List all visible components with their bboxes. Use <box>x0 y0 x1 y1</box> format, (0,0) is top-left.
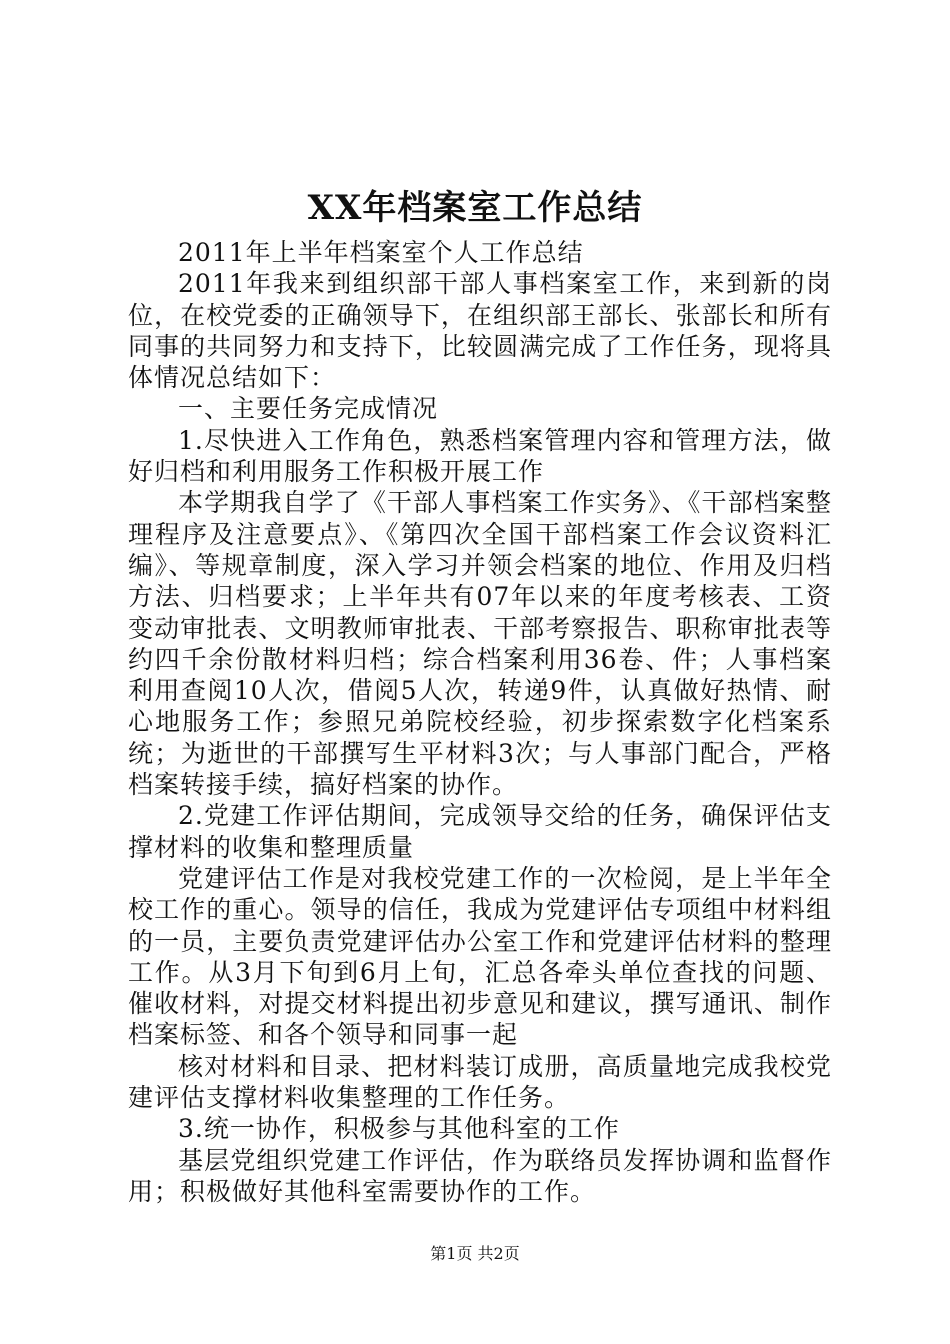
paragraph-item-3: 基层党组织党建工作评估，作为联络员发挥协调和监督作用；积极做好其他科室需要协作的工作。 <box>128 1145 832 1206</box>
document-title: XX年档案室工作总结 <box>307 188 643 228</box>
paragraph-item-2-continued: 核对材料和目录、把材料装订成册，高质量地完成我校党建评估支撑材料收集整理的工作任务。 <box>128 1051 832 1113</box>
section-heading-main-tasks: 一、主要任务完成情况 <box>178 394 439 424</box>
item-heading-3: 3.统一协作，积极参与其他科室的工作 <box>178 1114 620 1144</box>
item-heading-2: 2.党建工作评估期间，完成领导交给的任务，确保评估支撑材料的收集和整理质量 <box>128 801 832 862</box>
paragraph-intro: 2011年我来到组织部干部人事档案室工作，来到新的岗位，在校党委的正确领导下，在组织部王部长、张部长和所有同事的共同努力和支持下，比较圆满完成了工作任务，现将具体情况总结如下： <box>128 269 832 393</box>
paragraph-item-1: 本学期我自学了《干部人事档案工作实务》、《干部档案整理程序及注意要点》、《第四次全国干部档案工作会议资料汇编》、等规章制度，深入学习并领会档案的地位、作用及归档方法、归档要求；上半年共有07年以来的年度考核表、工资变动审批表、文明教师审批表、干部考察报告、职称审批表等约四千余份散材料归档；综合档案利用36卷、件；人事档案利用查阅10人次，借阅5人次，转递9件，认真做好热情、耐心地服务工作；参照兄弟院校经验，初步探索数字化档案系统；为逝世的干部撰写生平材料3次；与人事部门配合，严格档案转接手续，搞好档案的协作。 <box>128 488 832 800</box>
paragraph-item-2: 党建评估工作是对我校党建工作的一次检阅，是上半年全校工作的重心。领导的信任，我成为党建评估专项组中材料组的一员，主要负责党建评估办公室工作和党建评估材料的整理工作。从3月下旬到6月上旬，汇总各牵头单位查找的问题、催收材料，对提交材料提出初步意见和建议，撰写通讯、制作档案标签、和各个领导和同事一起 <box>128 863 832 1050</box>
document-body <box>128 237 832 1207</box>
paragraph-subtitle: 2011年上半年档案室个人工作总结 <box>178 238 584 267</box>
item-heading-1: 1.尽快进入工作角色，熟悉档案管理内容和管理方法，做好归档和利用服务工作积极开展工作 <box>128 425 832 487</box>
page-footer: 第1页 共2页 <box>430 1244 520 1263</box>
